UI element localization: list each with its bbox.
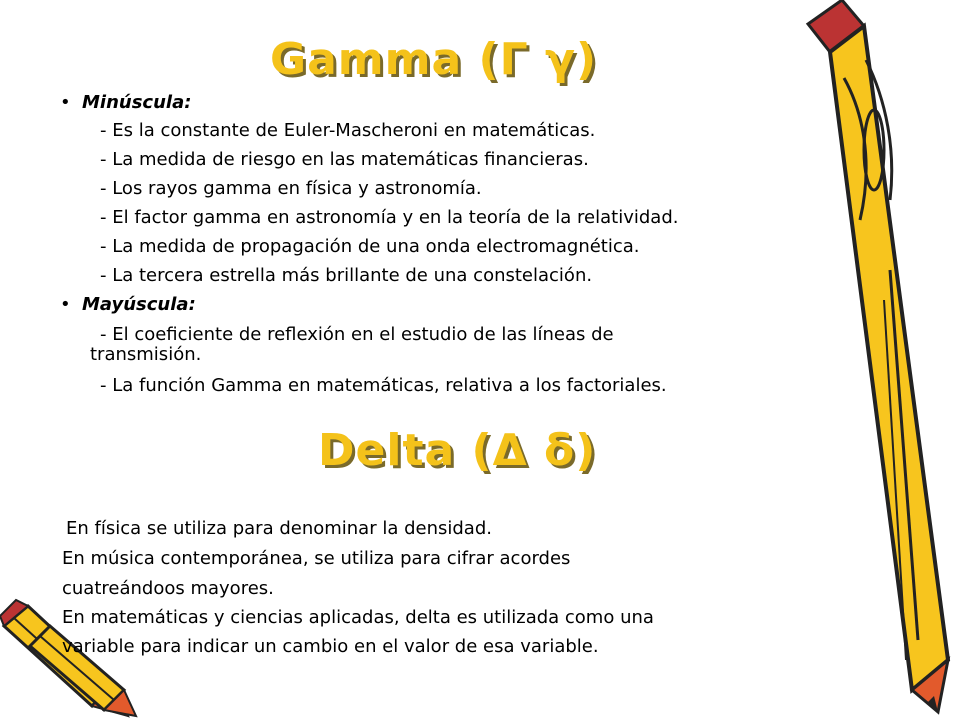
minuscula-line: - La tercera estrella más brillante de una constelación. bbox=[100, 265, 593, 286]
minuscula-line: - Los rayos gamma en física y astronomía. bbox=[100, 178, 482, 199]
mayuscula-line: transmisión. bbox=[90, 344, 202, 365]
delta-line: En música contemporánea, se utiliza para cifrar acordes bbox=[62, 548, 571, 569]
delta-title: Delta (Δ δ) bbox=[318, 425, 597, 476]
mayuscula-heading: Mayúscula: bbox=[82, 294, 196, 315]
gamma-title: Gamma (Γ γ) bbox=[270, 34, 598, 85]
pencil-icon bbox=[800, 0, 960, 720]
mayuscula-line: - La función Gamma en matemáticas, relativa a los factoriales. bbox=[100, 375, 667, 396]
delta-line: variable para indicar un cambio en el valor de esa variable. bbox=[62, 636, 599, 657]
minuscula-heading: Minúscula: bbox=[82, 92, 192, 113]
bullet-marker: • bbox=[60, 294, 71, 315]
delta-line: En matemáticas y ciencias aplicadas, delta es utilizada como una bbox=[62, 607, 654, 628]
minuscula-line: - La medida de riesgo en las matemáticas financieras. bbox=[100, 149, 589, 170]
bullet-minuscula bbox=[60, 92, 191, 113]
delta-line: En física se utiliza para denominar la densidad. bbox=[66, 518, 492, 539]
bullet-marker: • bbox=[60, 92, 71, 113]
bullet-mayuscula bbox=[60, 294, 196, 315]
pencil-icon bbox=[28, 612, 138, 720]
delta-line: cuatreándoos mayores. bbox=[62, 578, 274, 599]
mayuscula-line: - El coeficiente de reflexión en el estudio de las líneas de bbox=[100, 324, 614, 345]
minuscula-line: - La medida de propagación de una onda electromagnética. bbox=[100, 236, 640, 257]
minuscula-line: - El factor gamma en astronomía y en la teoría de la relatividad. bbox=[100, 207, 679, 228]
minuscula-line: - Es la constante de Euler-Mascheroni en matemáticas. bbox=[100, 120, 596, 141]
